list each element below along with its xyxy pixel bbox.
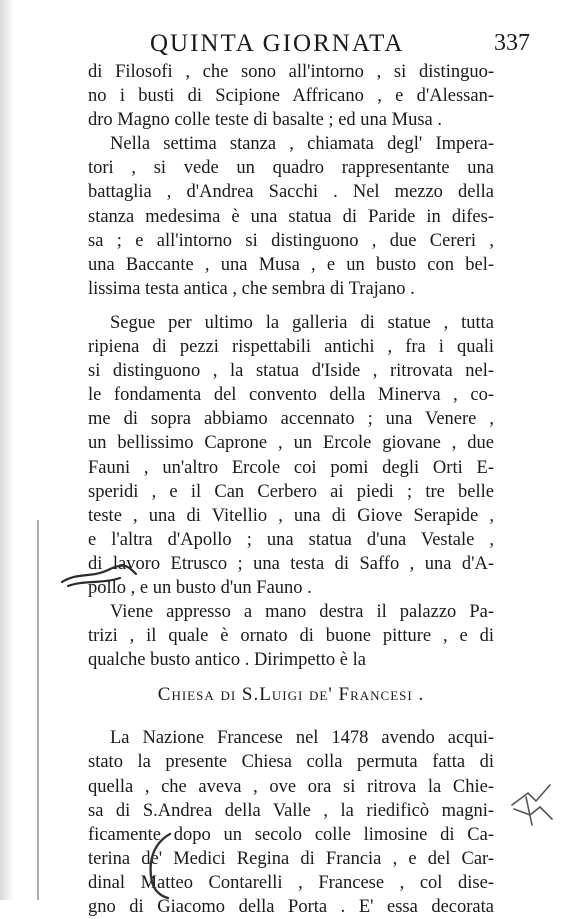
page-header xyxy=(150,30,530,64)
text-line: terina de' Medici Regina di Francia , e del Car- xyxy=(88,848,494,869)
text-line: ficamente dopo un secolo colle limosine di Ca- xyxy=(88,824,494,845)
text-line: le fondamenta del convento della Minerva , co- xyxy=(88,385,494,406)
paragraph-gap xyxy=(88,301,494,311)
text-line: qualche busto antico . Dirimpetto è la xyxy=(88,650,366,671)
text-line: Fauni , un'altro Ercole coi pomi degli Orti E- xyxy=(88,457,494,478)
text-line: dinal Matteo Contarelli , Francese , col dise- xyxy=(88,872,494,893)
page-edge-shadow xyxy=(0,0,14,900)
paper-tear-mark xyxy=(506,775,556,835)
ink-scribble-mark xyxy=(58,560,138,590)
running-head: QUINTA GIORNATA xyxy=(150,30,405,57)
text-line: stanza medesima è una statua di Paride in difes- xyxy=(88,206,494,227)
text-line: pollo , e un busto d'un Fauno . xyxy=(88,577,312,598)
page-number: 337 xyxy=(494,30,530,56)
text-line: ripiena di pezzi rispettabili antichi , fra i quali xyxy=(88,337,494,358)
text-line: si distinguono , la statua d'Iside , ritrovata nel- xyxy=(88,361,494,382)
text-line: La Nazione Francese nel 1478 avendo acqui- xyxy=(110,728,494,749)
text-line: gno di Giacomo della Porta . E' essa decorata xyxy=(88,897,494,917)
text-line: speridi , e il Can Cerbero ai piedi ; tre belle xyxy=(88,481,494,502)
paragraph-continuation xyxy=(88,60,494,132)
text-line: sa di S.Andrea della Valle , la riedificò magni- xyxy=(88,800,494,821)
text-line: una Baccante , una Musa , e un busto con bel- xyxy=(88,254,494,275)
fold-crease xyxy=(37,520,39,900)
text-line: un bellissimo Caprone , un Ercole giovane , due xyxy=(88,433,494,454)
text-line: lissima testa antica , che sembra di Trajano . xyxy=(88,278,415,299)
text-line: sa ; e all'intorno si distinguono , due Cereri , xyxy=(88,230,494,251)
text-line: di lavoro Etrusco ; una testa di Saffo , una d'A- xyxy=(88,553,494,574)
paragraph-galleria-statue xyxy=(88,311,494,600)
paragraph-settima-stanza xyxy=(88,132,494,301)
text-line: quella , che aveva , ove ora si ritrova la Chie- xyxy=(88,776,494,797)
text-line: tori , si vede un quadro rappresentante una xyxy=(88,158,494,179)
text-line: Nella settima stanza , chiamata degl' Impera- xyxy=(110,134,494,155)
text-line: e l'altra d'Apollo ; una statua d'una Vestale , xyxy=(88,529,494,550)
text-line: di Filosofi , che sono all'intorno , si distinguo- xyxy=(88,62,494,82)
text-line: stato la presente Chiesa colla permuta fatta di xyxy=(88,752,494,773)
text-line: teste , una di Vitellio , una di Giove Serapide , xyxy=(88,505,494,526)
text-line: no i busti di Scipione Affricano , e d'Alessan- xyxy=(88,86,494,107)
text-line: battaglia , d'Andrea Sacchi . Nel mezzo della xyxy=(88,182,494,203)
text-line: me di sopra abbiamo accennato ; una Venere , xyxy=(88,409,494,430)
text-line: Segue per ultimo la galleria di statue , tutta xyxy=(110,312,494,333)
section-heading-text: Chiesa di S.Luigi de' Francesi . xyxy=(157,684,425,706)
text-line: dro Magno colle teste di basalte ; ed una Musa . xyxy=(88,110,442,131)
page-body xyxy=(88,60,494,919)
paragraph-palazzo-patrizi xyxy=(88,600,494,672)
ink-bracket-mark xyxy=(140,830,180,900)
text-line: Viene appresso a mano destra il palazzo Pa- xyxy=(110,602,494,623)
section-heading xyxy=(88,680,494,712)
text-line: trizi , il quale è ornato di buone pitture , e di xyxy=(88,626,494,647)
